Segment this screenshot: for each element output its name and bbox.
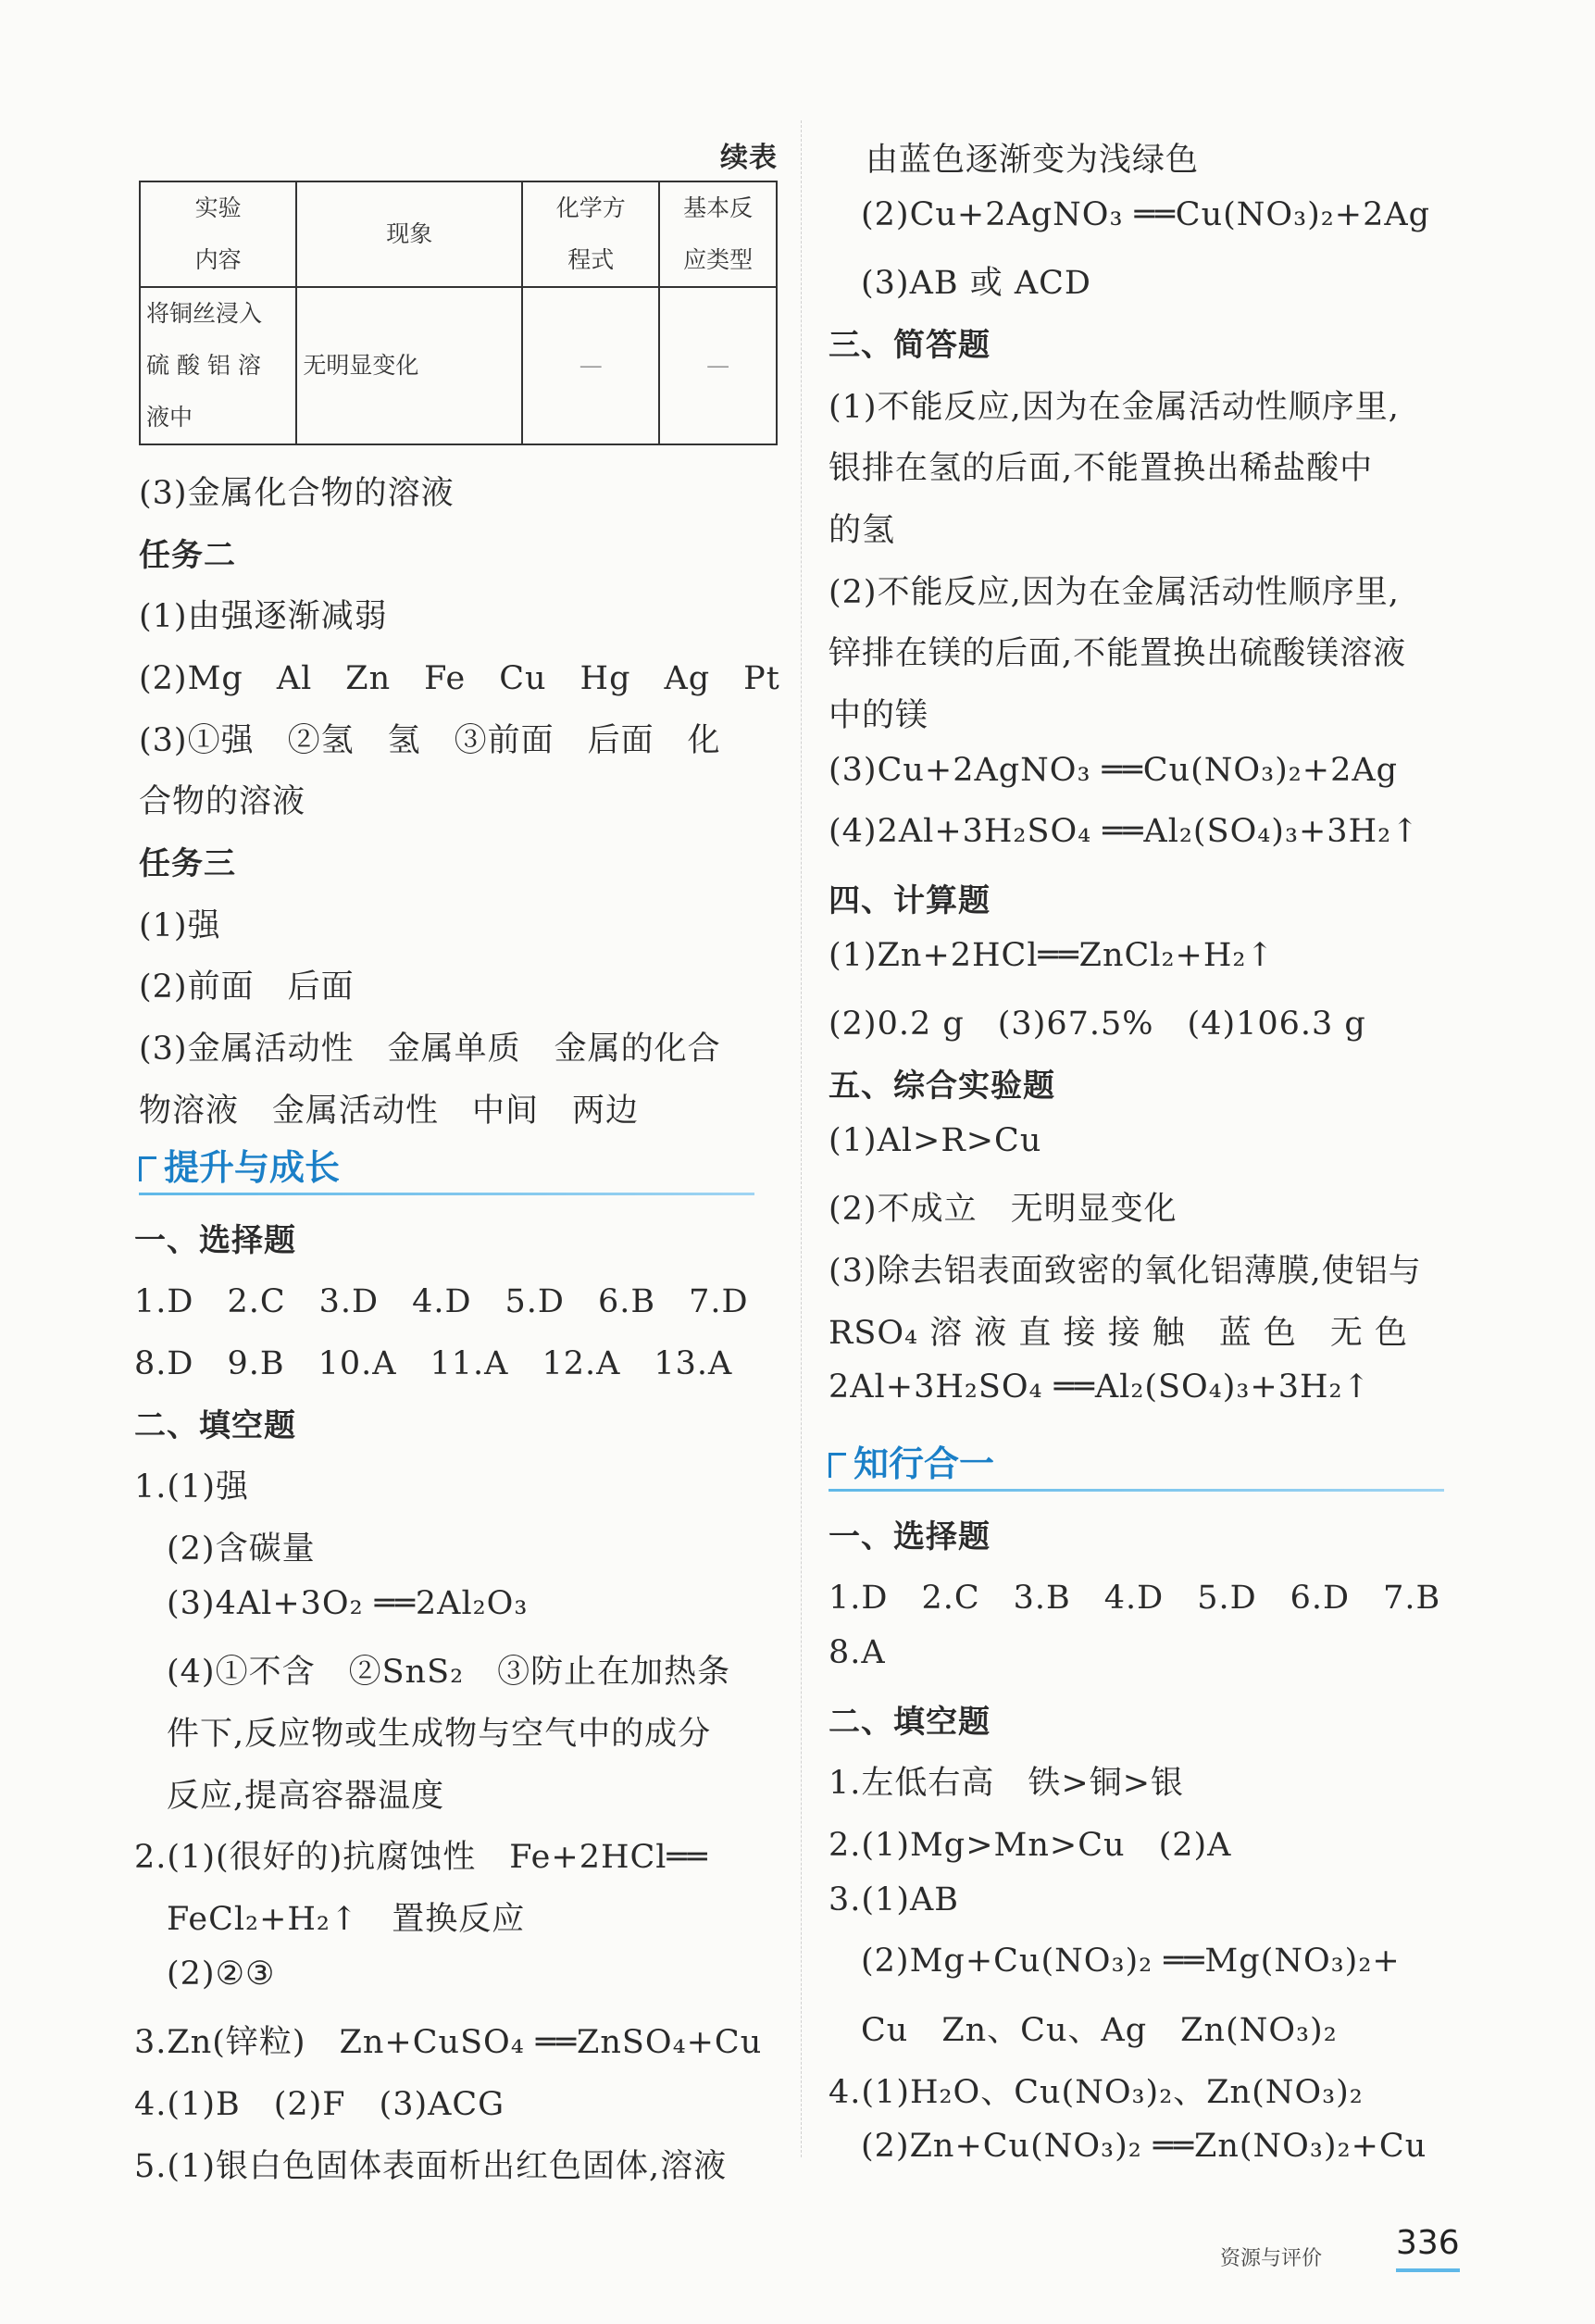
text-line: (1)强 [139, 907, 221, 944]
section-heading-tisheng: 提升与成长 [139, 1139, 340, 1190]
text-line: (2)Cu+2AgNO₃ ══Cu(NO₃)₂+2Ag [861, 196, 1431, 233]
section-marker-icon [139, 1156, 156, 1181]
text-line: (3)金属化合物的溶液 [139, 475, 455, 512]
text-line: (3)金属活动性 金属单质 金属的化合 [139, 1031, 721, 1068]
continued-label: 续表 [720, 142, 778, 174]
footer-label: 资源与评价 [1220, 2247, 1323, 2270]
subsection-heading: 一、选择题 [134, 1222, 296, 1259]
text-line: (4)①不含 ②SnS₂ ③防止在加热条 [167, 1654, 731, 1691]
subsection-heading: 三、简答题 [829, 327, 991, 364]
text-line: (2)0.2 g (3)67.5% (4)106.3 g [829, 1006, 1366, 1043]
text-line: 1.D 2.C 3.B 4.D 5.D 6.D 7.B [829, 1580, 1441, 1617]
page-number: 336 [1396, 2224, 1460, 2262]
text-line: 银排在氢的后面,不能置换出稀盐酸中 [829, 450, 1374, 487]
text-line: 由蓝色逐渐变为浅绿色 [866, 142, 1200, 179]
text-line: 2.(1)(很好的)抗腐蚀性 Fe+2HCl══ [134, 1839, 708, 1876]
subsection-heading: 二、填空题 [829, 1704, 991, 1741]
text-line: 4.(1)B (2)F (3)ACG [134, 2086, 505, 2123]
text-line: (2)不能反应,因为在金属活动性顺序里, [829, 574, 1400, 611]
text-line: (2)②③ [167, 1955, 276, 1993]
text-line: (1)Al>R>Cu [829, 1122, 1042, 1159]
subsection-heading: 一、选择题 [829, 1518, 991, 1556]
text-line: (1)由强逐渐减弱 [139, 598, 388, 635]
text-line: 反应,提高容器温度 [167, 1778, 445, 1815]
experiment-table [139, 181, 778, 445]
task-heading: 任务三 [139, 845, 236, 882]
text-line: 1.左低右高 铁>铜>银 [829, 1765, 1185, 1802]
table-cell-equation: — [522, 287, 659, 444]
text-line: 合物的溶液 [139, 783, 306, 820]
text-line: (2)前面 后面 [139, 968, 355, 1006]
subsection-heading: 二、填空题 [134, 1407, 296, 1444]
text-line: (1)Zn+2HCl══ZnCl₂+H₂↑ [829, 937, 1275, 974]
text-line: 2Al+3H₂SO₄ ══Al₂(SO₄)₃+3H₂↑ [829, 1368, 1371, 1406]
section-marker-icon [829, 1453, 846, 1478]
text-line: (3)除去铝表面致密的氧化铝薄膜,使铝与 [829, 1253, 1422, 1290]
text-line: 1.(1)强 [134, 1468, 249, 1506]
text-line: Cu Zn、Cu、Ag Zn(NO₃)₂ [861, 2012, 1338, 2049]
column-divider [801, 120, 802, 2157]
text-line: (3)AB 或 ACD [861, 265, 1091, 302]
section-heading-zhixing: 知行合一 [829, 1435, 994, 1486]
text-line: (2)Mg+Cu(NO₃)₂ ══Mg(NO₃)₂+ [861, 1943, 1401, 1980]
text-line: (2)Zn+Cu(NO₃)₂ ══Zn(NO₃)₂+Cu [861, 2128, 1427, 2165]
text-line: 8.A [829, 1634, 886, 1671]
text-line: 中的镁 [829, 697, 929, 734]
text-line: 的氢 [829, 512, 896, 549]
text-line: 8.D 9.B 10.A 11.A 12.A 13.A [134, 1345, 733, 1382]
text-line: 5.(1)银白色固体表面析出红色固体,溶液 [134, 2148, 728, 2185]
task-heading: 任务二 [139, 537, 236, 574]
text-line: 件下,反应物或生成物与空气中的成分 [167, 1716, 712, 1753]
table-cell-type: — [659, 287, 777, 444]
text-line: (3)4Al+3O₂ ══2Al₂O₃ [167, 1585, 529, 1622]
text-line: 2.(1)Mg>Mn>Cu (2)A [829, 1827, 1232, 1864]
text-line: RSO₄ 溶 液 直 接 接 触 蓝 色 无 色 [829, 1315, 1409, 1352]
text-line: (3)Cu+2AgNO₃ ══Cu(NO₃)₂+2Ag [829, 752, 1399, 789]
text-line: 4.(1)H₂O、Cu(NO₃)₂、Zn(NO₃)₂ [829, 2074, 1364, 2111]
table-header-phenomenon: 现象 [296, 181, 522, 287]
section-rule [139, 1193, 754, 1195]
table-header-equation: 化学方 程式 [522, 181, 659, 287]
table-header-content: 实验 内容 [140, 181, 296, 287]
text-line: (3)①强 ②氢 氢 ③前面 后面 化 [139, 722, 721, 759]
table-cell-content: 将铜丝浸入 硫 酸 铝 溶 液中 [140, 287, 296, 444]
text-line: (2)Mg Al Zn Fe Cu Hg Ag Pt [139, 660, 780, 697]
text-line: 1.D 2.C 3.D 4.D 5.D 6.B 7.D [134, 1283, 749, 1320]
text-line: 锌排在镁的后面,不能置换出硫酸镁溶液 [829, 635, 1407, 672]
text-line: 3.Zn(锌粒) Zn+CuSO₄ ══ZnSO₄+Cu [134, 2024, 763, 2061]
table-cell-phenomenon: 无明显变化 [296, 287, 522, 444]
text-line: (4)2Al+3H₂SO₄ ══Al₂(SO₄)₃+3H₂↑ [829, 813, 1420, 850]
section-rule [829, 1489, 1444, 1492]
page-number-underline [1396, 2268, 1460, 2272]
text-line: (2)不成立 无明显变化 [829, 1191, 1178, 1228]
text-line: (1)不能反应,因为在金属活动性顺序里, [829, 389, 1400, 426]
subsection-heading: 五、综合实验题 [829, 1068, 1055, 1105]
text-line: 物溶液 金属活动性 中间 两边 [139, 1093, 640, 1130]
text-line: 3.(1)AB [829, 1881, 959, 1918]
text-line: (2)含碳量 [167, 1531, 316, 1568]
table-header-type: 基本反 应类型 [659, 181, 777, 287]
subsection-heading: 四、计算题 [829, 882, 991, 919]
text-line: FeCl₂+H₂↑ 置换反应 [167, 1901, 526, 1938]
